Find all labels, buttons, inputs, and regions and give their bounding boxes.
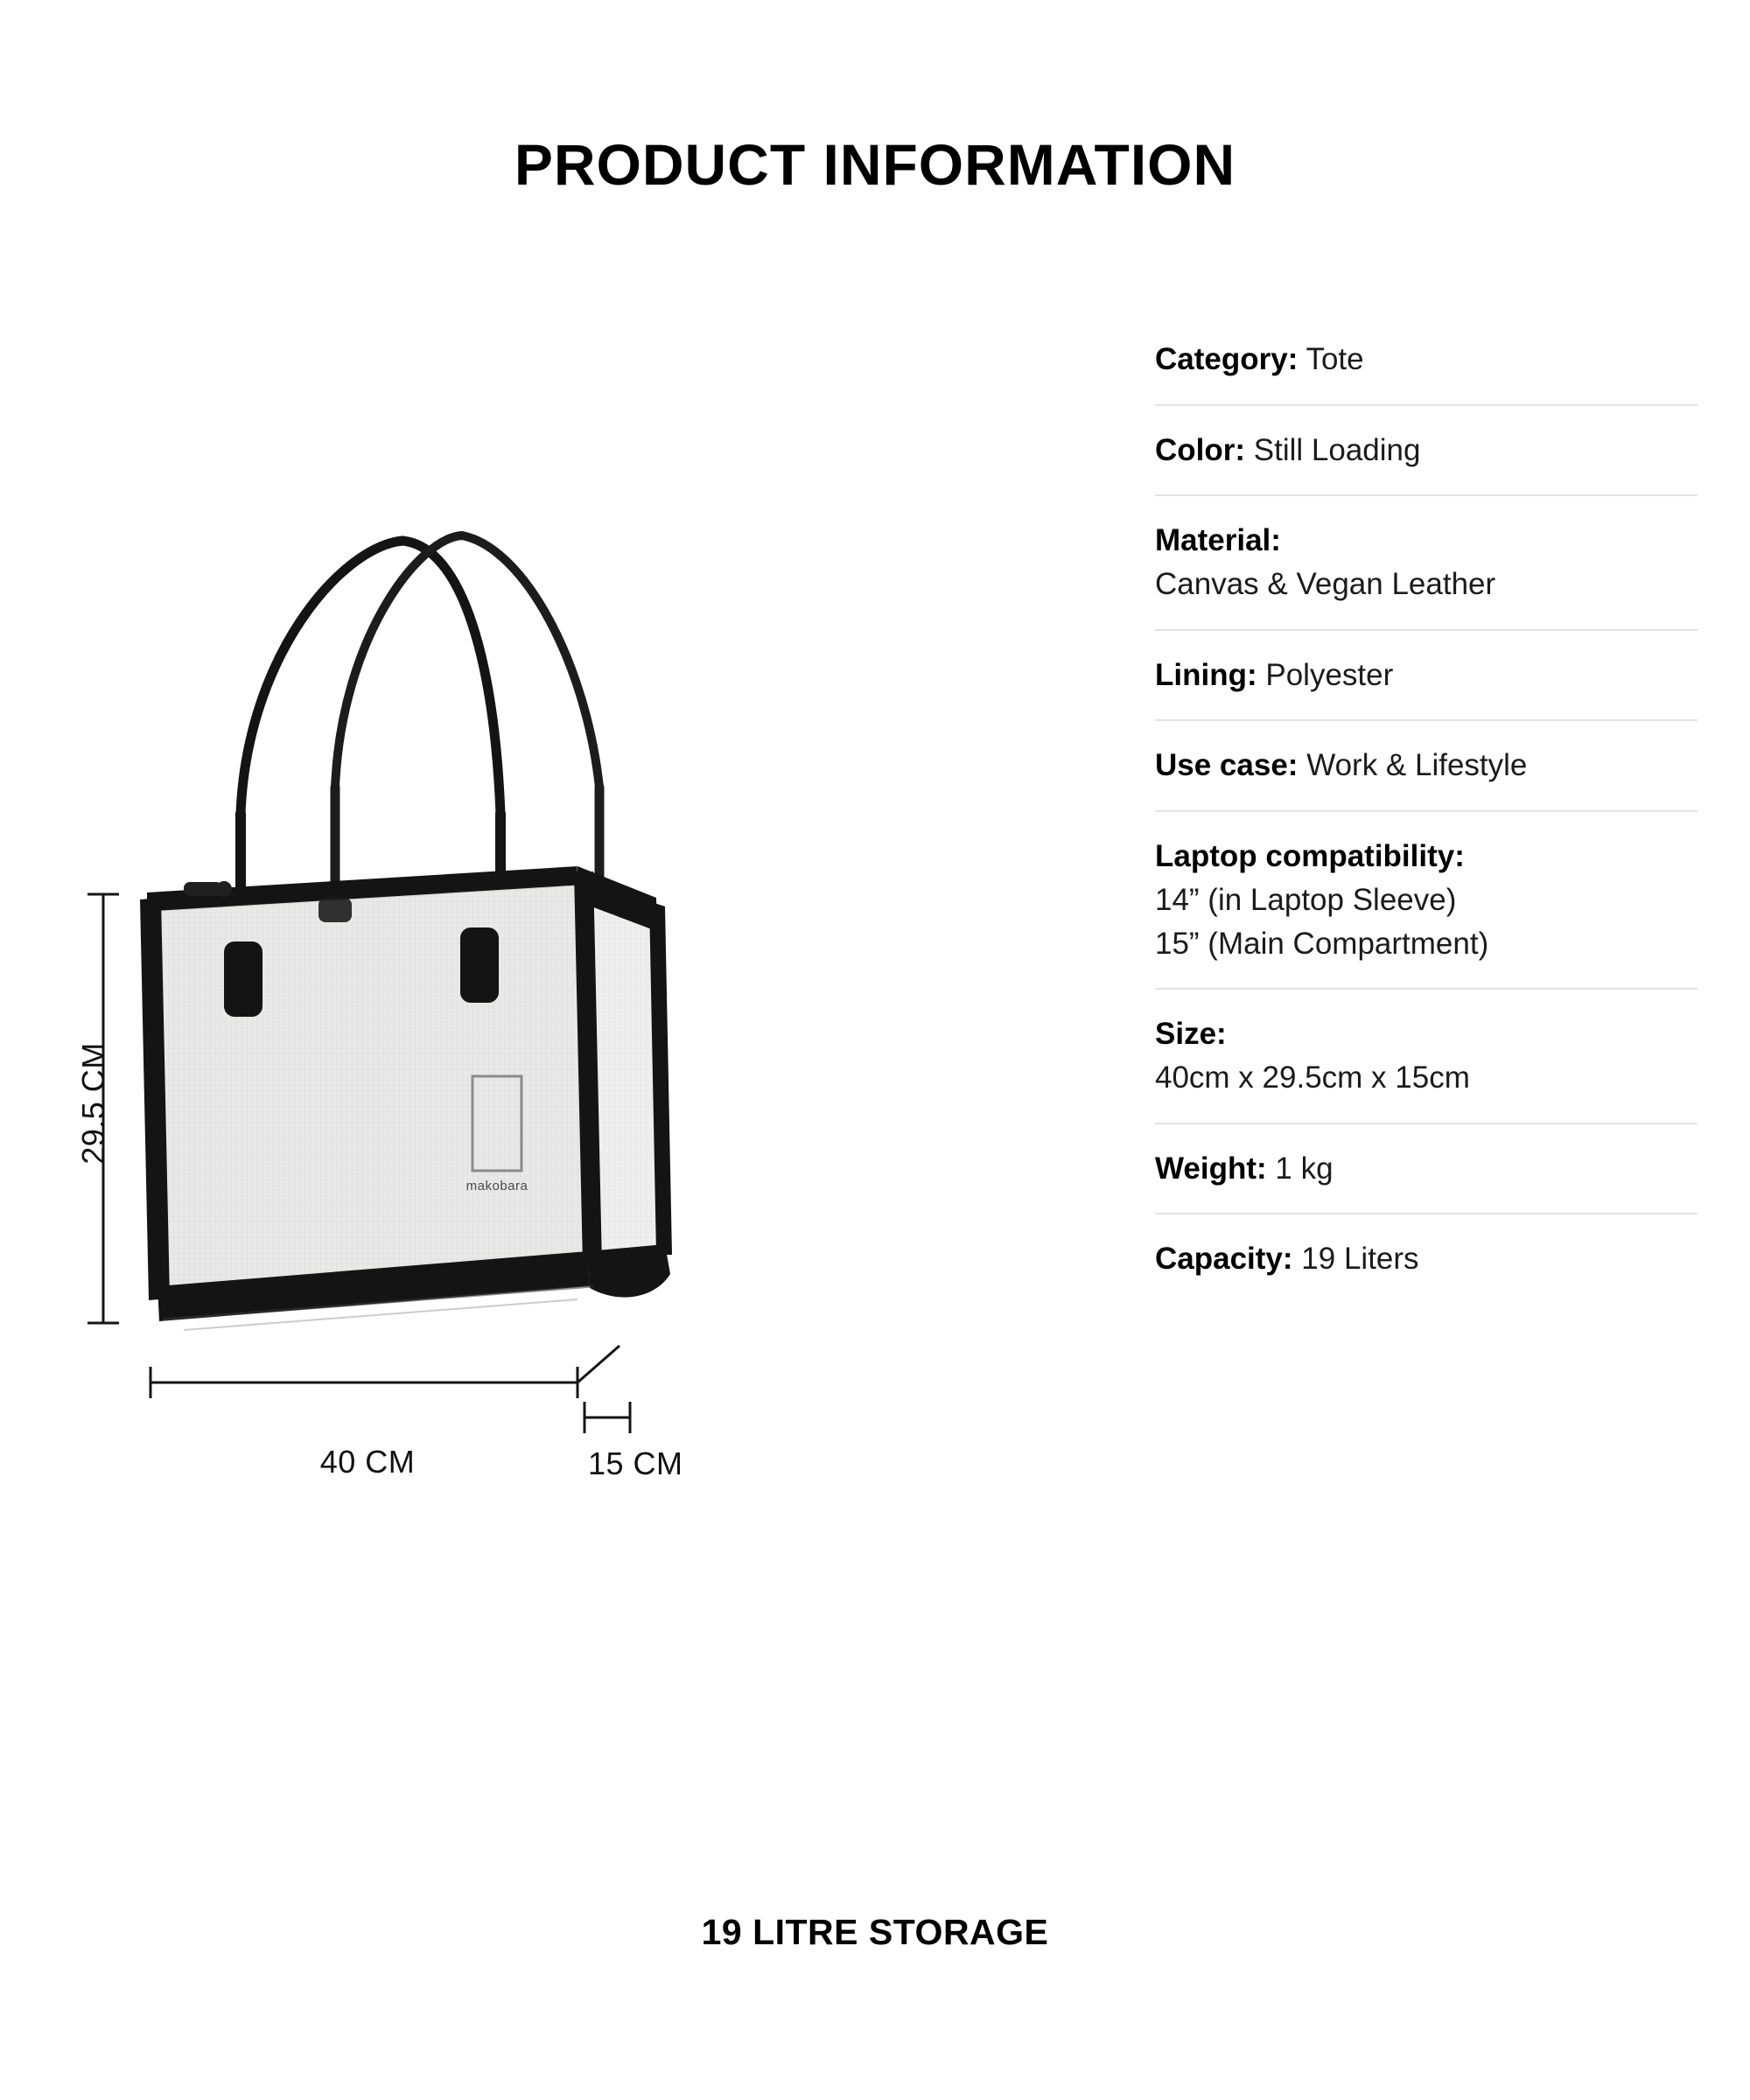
spec-label-size: Size: <box>1155 1017 1227 1052</box>
storage-capacity-footer: 19 LITRE STORAGE <box>701 1912 1049 1952</box>
product-illustration <box>52 376 1102 1776</box>
spec-row-material <box>1155 496 1698 630</box>
spec-value-weight: 1 kg <box>1275 1151 1334 1186</box>
spec-label-material: Material: <box>1155 523 1281 558</box>
spec-value-use-case: Work & Lifestyle <box>1306 748 1528 783</box>
spec-label-color: Color: <box>1155 432 1246 467</box>
page-title: PRODUCT INFORMATION <box>514 132 1236 197</box>
spec-label-category: Category: <box>1155 342 1298 376</box>
spec-value-color: Still Loading <box>1253 432 1421 467</box>
spec-label-capacity: Capacity: <box>1155 1242 1293 1277</box>
spec-row-use-case <box>1155 721 1698 812</box>
specification-list <box>1155 315 1698 1304</box>
spec-label-use-case: Use case: <box>1155 748 1298 783</box>
spec-label-weight: Weight: <box>1155 1151 1267 1186</box>
spec-value-laptop-sleeve: 14” (in Laptop Sleeve) <box>1155 882 1457 917</box>
spec-value-lining: Polyester <box>1265 657 1394 692</box>
dimension-depth-label: 15 CM <box>588 1446 683 1481</box>
spec-value-category: Tote <box>1306 342 1364 376</box>
spec-row-laptop-compatibility <box>1155 812 1698 990</box>
spec-value-size: 40cm x 29.5cm x 15cm <box>1155 1060 1470 1095</box>
spec-row-weight <box>1155 1124 1698 1215</box>
spec-row-color <box>1155 406 1698 497</box>
spec-label-lining: Lining: <box>1155 657 1257 692</box>
brand-mark: makobara <box>466 1179 528 1194</box>
spec-row-capacity <box>1155 1214 1698 1304</box>
dimension-width-label: 40 CM <box>319 1444 416 1480</box>
spec-row-lining <box>1155 631 1698 722</box>
spec-value-capacity: 19 Liters <box>1301 1242 1419 1277</box>
spec-row-size <box>1155 990 1698 1124</box>
spec-value-material: Canvas & Vegan Leather <box>1155 567 1496 602</box>
spec-label-laptop-compatibility: Laptop compatibility: <box>1155 839 1465 874</box>
dimension-height-label: 29.5 CM <box>75 1042 111 1165</box>
spec-value-laptop-main: 15” (Main Compartment) <box>1155 926 1489 961</box>
content-area <box>0 289 1750 1820</box>
tote-bag-illustration <box>52 376 1102 1776</box>
spec-row-category <box>1155 315 1698 406</box>
